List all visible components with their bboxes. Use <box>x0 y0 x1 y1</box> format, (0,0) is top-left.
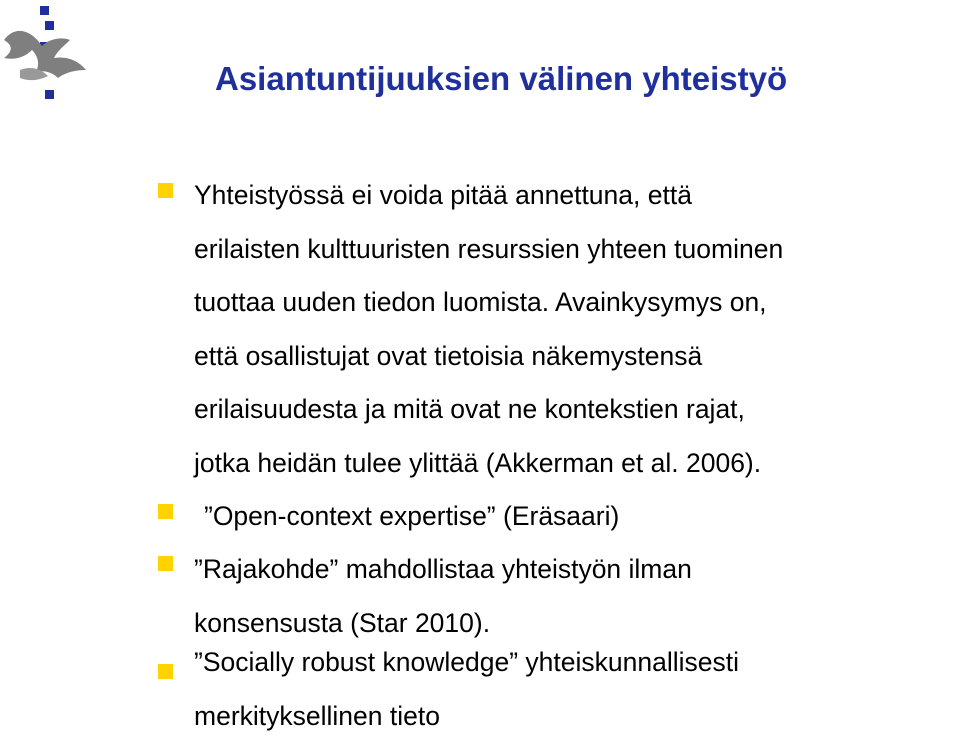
bullet-line: ”Open-context expertise” (Eräsaari) <box>204 501 620 531</box>
bullet-line: konsensusta (Star 2010). <box>194 607 491 638</box>
bullet-line: erilaisuudesta ja mitä ovat ne kontekstien rajat, <box>194 394 745 425</box>
bullet-line: erilaisten kulttuuristen resurssien yhteen tuominen <box>194 233 784 264</box>
bullet-line: ”Socially robust knowledge” yhteiskunnallisesti <box>194 647 739 677</box>
bullet-line: Yhteistyössä ei voida pitää annettuna, että <box>194 180 692 210</box>
slide-title: Asiantuntijuuksien välinen yhteistyö <box>215 60 788 97</box>
bullet-paragraph <box>194 543 954 650</box>
bullet-line: että osallistujat ovat tietoisia näkemystensä <box>194 340 703 371</box>
bullet-paragraph <box>194 636 954 743</box>
bullet-line: jotka heidän tulee ylittää (Akkerman et al. 2006). <box>194 447 762 478</box>
bullet-marker <box>158 183 173 198</box>
bullet-paragraph <box>204 490 960 544</box>
bullet-marker <box>158 664 173 679</box>
bullet-line: tuottaa uuden tiedon luomista. Avainkysymys on, <box>194 287 767 318</box>
bullet-line: merkityksellinen tieto <box>194 700 440 731</box>
bullet-paragraph <box>194 169 954 491</box>
bullet-marker <box>158 556 173 571</box>
bullet-line: ”Rajakohde” mahdollistaa yhteistyön ilman <box>194 554 692 584</box>
bullet-marker <box>158 504 173 519</box>
